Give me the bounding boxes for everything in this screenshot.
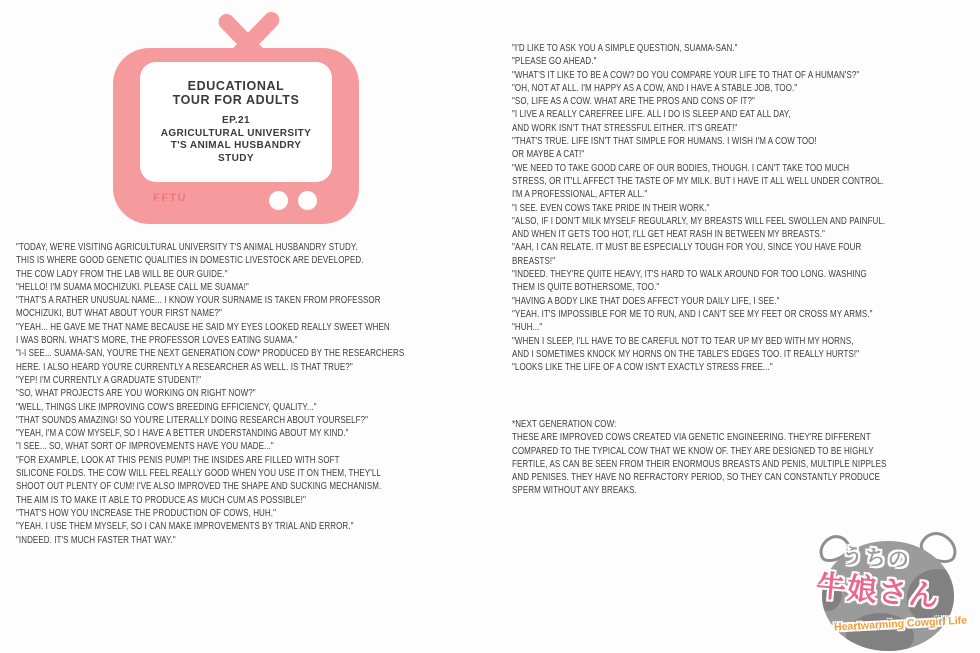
dialogue-line: I'M A PROFESSIONAL, AFTER ALL." [512, 189, 648, 201]
tv-brand-label: FFTU [153, 192, 188, 204]
tv-title-line1: EDUCATIONAL [187, 79, 285, 93]
dialogue-line: "I SEE... SO, WHAT SORT OF IMPROVEMENTS HAVE YOU MADE..." [16, 441, 274, 453]
dialogue-line: AND WHEN IT GETS TOO HOT, I'LL GET HEAT RASH IN BETWEEN MY BREASTS." [512, 229, 825, 241]
dialogue-line: "PLEASE GO AHEAD." [512, 56, 597, 68]
dialogue-line: "THAT SOUNDS AMAZING! SO YOU'RE LITERALLY DOING RESEARCH ABOUT YOURSELF?" [16, 414, 369, 426]
tv-screen [140, 62, 332, 182]
dialogue-line: "HELLO! I'M SUAMA MOCHIZUKI. PLEASE CALL ME SUAMA!" [16, 281, 249, 293]
dialogue-line: "WHAT'S IT LIKE TO BE A COW? DO YOU COMPARE YOUR LIFE TO THAT OF A HUMAN'S?" [512, 69, 860, 81]
tv-info-line: EP.21 [222, 115, 250, 126]
footnote-line: COMPARED TO THE TYPICAL COW THAT WE KNOW OF. THEY ARE DESIGNED TO BE HIGHLY [512, 445, 874, 457]
dialogue-right-column [512, 42, 885, 374]
series-logo [798, 538, 980, 653]
footnote-line: FERTILE, AS CAN BE SEEN FROM THEIR ENORMOUS BREASTS AND PENIS, MULTIPLE NIPPLES [512, 458, 887, 470]
dialogue-line: "ALSO, IF I DON'T MILK MYSELF REGULARLY, MY BREASTS WILL FEEL SWOLLEN AND PAINFUL. [512, 215, 886, 227]
dialogue-line: "WELL, THINGS LIKE IMPROVING COW'S BREEDING EFFICIENCY, QUALITY..." [16, 401, 317, 413]
tv-info-line: STUDY [218, 152, 254, 164]
dialogue-line: "AAH, I CAN RELATE. IT MUST BE ESPECIALLY TOUGH FOR YOU, SINCE YOU HAVE FOUR [512, 242, 862, 254]
tv-title-line2: TOUR FOR ADULTS [172, 93, 300, 107]
dialogue-line: "WE NEED TO TAKE GOOD CARE OF OUR BODIES, THOUGH. I CAN'T TAKE TOO MUCH [512, 162, 850, 174]
dialogue-line: AND I SOMETIMES KNOCK MY HORNS ON THE TABLE'S EDGES TOO. IT REALLY HURTS!" [512, 348, 860, 360]
dialogue-line: "INDEED. IT'S MUCH FASTER THAT WAY." [16, 534, 176, 546]
dialogue-line: BREASTS!" [512, 255, 556, 267]
dialogue-line: "HAVING A BODY LIKE THAT DOES AFFECT YOUR DAILY LIFE, I SEE." [512, 295, 780, 307]
logo-subtitle-text: Heartwarming Cowgirl Life [833, 614, 968, 634]
dialogue-line: THEM IS QUITE BOTHERSOME, TOO." [512, 282, 660, 294]
dialogue-line: "THAT'S HOW YOU INCREASE THE PRODUCTION OF COWS, HUH." [16, 507, 276, 519]
dialogue-line: "SO, WHAT PROJECTS ARE YOU WORKING ON RIGHT NOW?" [16, 388, 256, 400]
dialogue-line: THIS IS WHERE GOOD GENETIC QUALITIES IN DOMESTIC LIVESTOCK ARE DEVELOPED. [16, 255, 364, 267]
dialogue-line: SILICONE FOLDS. THE COW WILL FEEL REALLY GOOD WHEN YOU USE IT ON THEM, THEY'LL [16, 468, 381, 480]
footnote-line: SPERM WITHOUT ANY BREAKS. [512, 485, 637, 497]
dialogue-line: MOCHIZUKI, BUT WHAT ABOUT YOUR FIRST NAME?" [16, 308, 222, 320]
dialogue-line: HERE. I ALSO HEARD YOU'RE CURRENTLY A RESEARCHER AS WELL. IS THAT TRUE?" [16, 361, 353, 373]
dialogue-line: "FOR EXAMPLE, LOOK AT THIS PENIS PUMP! THE INSIDES ARE FILLED WITH SOFT [16, 454, 340, 466]
tv-episode-info [140, 115, 332, 165]
dialogue-left-column [16, 241, 404, 547]
tv-knob-icon [269, 191, 288, 210]
dialogue-line: "THAT'S A RATHER UNUSUAL NAME... I KNOW YOUR SURNAME IS TAKEN FROM PROFESSOR [16, 295, 381, 307]
tv-title [140, 79, 332, 107]
dialogue-line: I WAS BORN. WHAT'S MORE, THE PROFESSOR LOVES EATING SUAMA." [16, 335, 298, 347]
dialogue-line: AND WORK ISN'T THAT STRESSFUL EITHER. IT'S GREAT!" [512, 122, 738, 134]
dialogue-line: "INDEED. THEY'RE QUITE HEAVY, IT'S HARD TO WALK AROUND FOR TOO LONG. WASHING [512, 269, 867, 281]
dialogue-line: OR MAYBE A CAT!" [512, 149, 585, 161]
tv-knob-icon [298, 191, 317, 210]
dialogue-line: "WHEN I SLEEP, I'LL HAVE TO BE CAREFUL NOT TO TEAR UP MY BED WITH MY HORNS, [512, 335, 854, 347]
dialogue-line: "YEP! I'M CURRENTLY A GRADUATE STUDENT!" [16, 374, 202, 386]
dialogue-line: "I SEE. EVEN COWS TAKE PRIDE IN THEIR WORK." [512, 202, 710, 214]
dialogue-line: "LOOKS LIKE THE LIFE OF A COW ISN'T EXACTLY STRESS FREE..." [512, 362, 773, 374]
footnote-line: AND PENISES. THEY HAVE NO REFRACTORY PERIOD, SO THEY CAN CONSTANTLY PRODUCE [512, 472, 881, 484]
logo-jp-main-text: 牛娘さん [814, 569, 941, 614]
dialogue-line: "TODAY, WE'RE VISITING AGRICULTURAL UNIVERSITY T'S ANIMAL HUSBANDRY STUDY. [16, 242, 358, 253]
dialogue-line: "YEAH. I USE THEM MYSELF, SO I CAN MAKE IMPROVEMENTS BY TRIAL AND ERROR." [16, 521, 354, 533]
dialogue-line: "I'D LIKE TO ASK YOU A SIMPLE QUESTION, SUAMA-SAN." [512, 43, 738, 54]
footnote-line: *NEXT GENERATION COW: [512, 419, 617, 430]
dialogue-line: "OH, NOT AT ALL. I'M HAPPY AS A COW, AND I HAVE A STABLE JOB, TOO." [512, 82, 798, 94]
dialogue-line: "I LIVE A REALLY CAREFREE LIFE. ALL I DO IS SLEEP AND EAT ALL DAY, [512, 109, 791, 121]
dialogue-line: THE COW LADY FROM THE LAB WILL BE OUR GUIDE." [16, 268, 228, 280]
dialogue-line: SHOOT OUT PLENTY OF CUM! I'VE ALSO IMPROVED THE SHAPE AND SUCKING MECHANISM. [16, 481, 382, 493]
footnote-line: THESE ARE IMPROVED COWS CREATED VIA GENETIC ENGINEERING. THEY'RE DIFFERENT [512, 432, 871, 444]
dialogue-line: "YEAH. IT'S IMPOSSIBLE FOR ME TO RUN, AND I CAN'T SEE MY FEET OR CROSS MY ARMS." [512, 308, 873, 320]
dialogue-line: "YEAH... HE GAVE ME THAT NAME BECAUSE HE SAID MY EYES LOOKED REALLY SWEET WHEN [16, 321, 390, 333]
tv-info-line: T'S ANIMAL HUSBANDRY [170, 140, 302, 151]
tv-illustration [113, 8, 359, 224]
dialogue-line: STRESS, OR IT'LL AFFECT THE TASTE OF MY MILK. BUT I HAVE IT ALL WELL UNDER CONTROL. [512, 175, 884, 187]
dialogue-line: "SO, LIFE AS A COW. WHAT ARE THE PROS AND CONS OF IT?" [512, 96, 755, 108]
logo-jp-top-text: うちの [841, 544, 912, 573]
dialogue-line: "THAT'S TRUE. LIFE ISN'T THAT SIMPLE FOR HUMANS. I WISH I'M A COW TOO! [512, 136, 817, 148]
dialogue-line: THE AIM IS TO MAKE IT ABLE TO PRODUCE AS MUCH CUM AS POSSIBLE!" [16, 494, 306, 506]
tv-info-line: AGRICULTURAL UNIVERSITY [160, 127, 312, 139]
dialogue-line: "I-I SEE... SUAMA-SAN, YOU'RE THE NEXT GENERATION COW* PRODUCED BY THE RESEARCHERS [16, 348, 405, 360]
dialogue-line: "HUH..." [512, 322, 543, 334]
footnote [512, 418, 886, 498]
dialogue-line: "YEAH, I'M A COW MYSELF, SO I HAVE A BETTER UNDERSTANDING ABOUT MY KIND." [16, 428, 349, 440]
